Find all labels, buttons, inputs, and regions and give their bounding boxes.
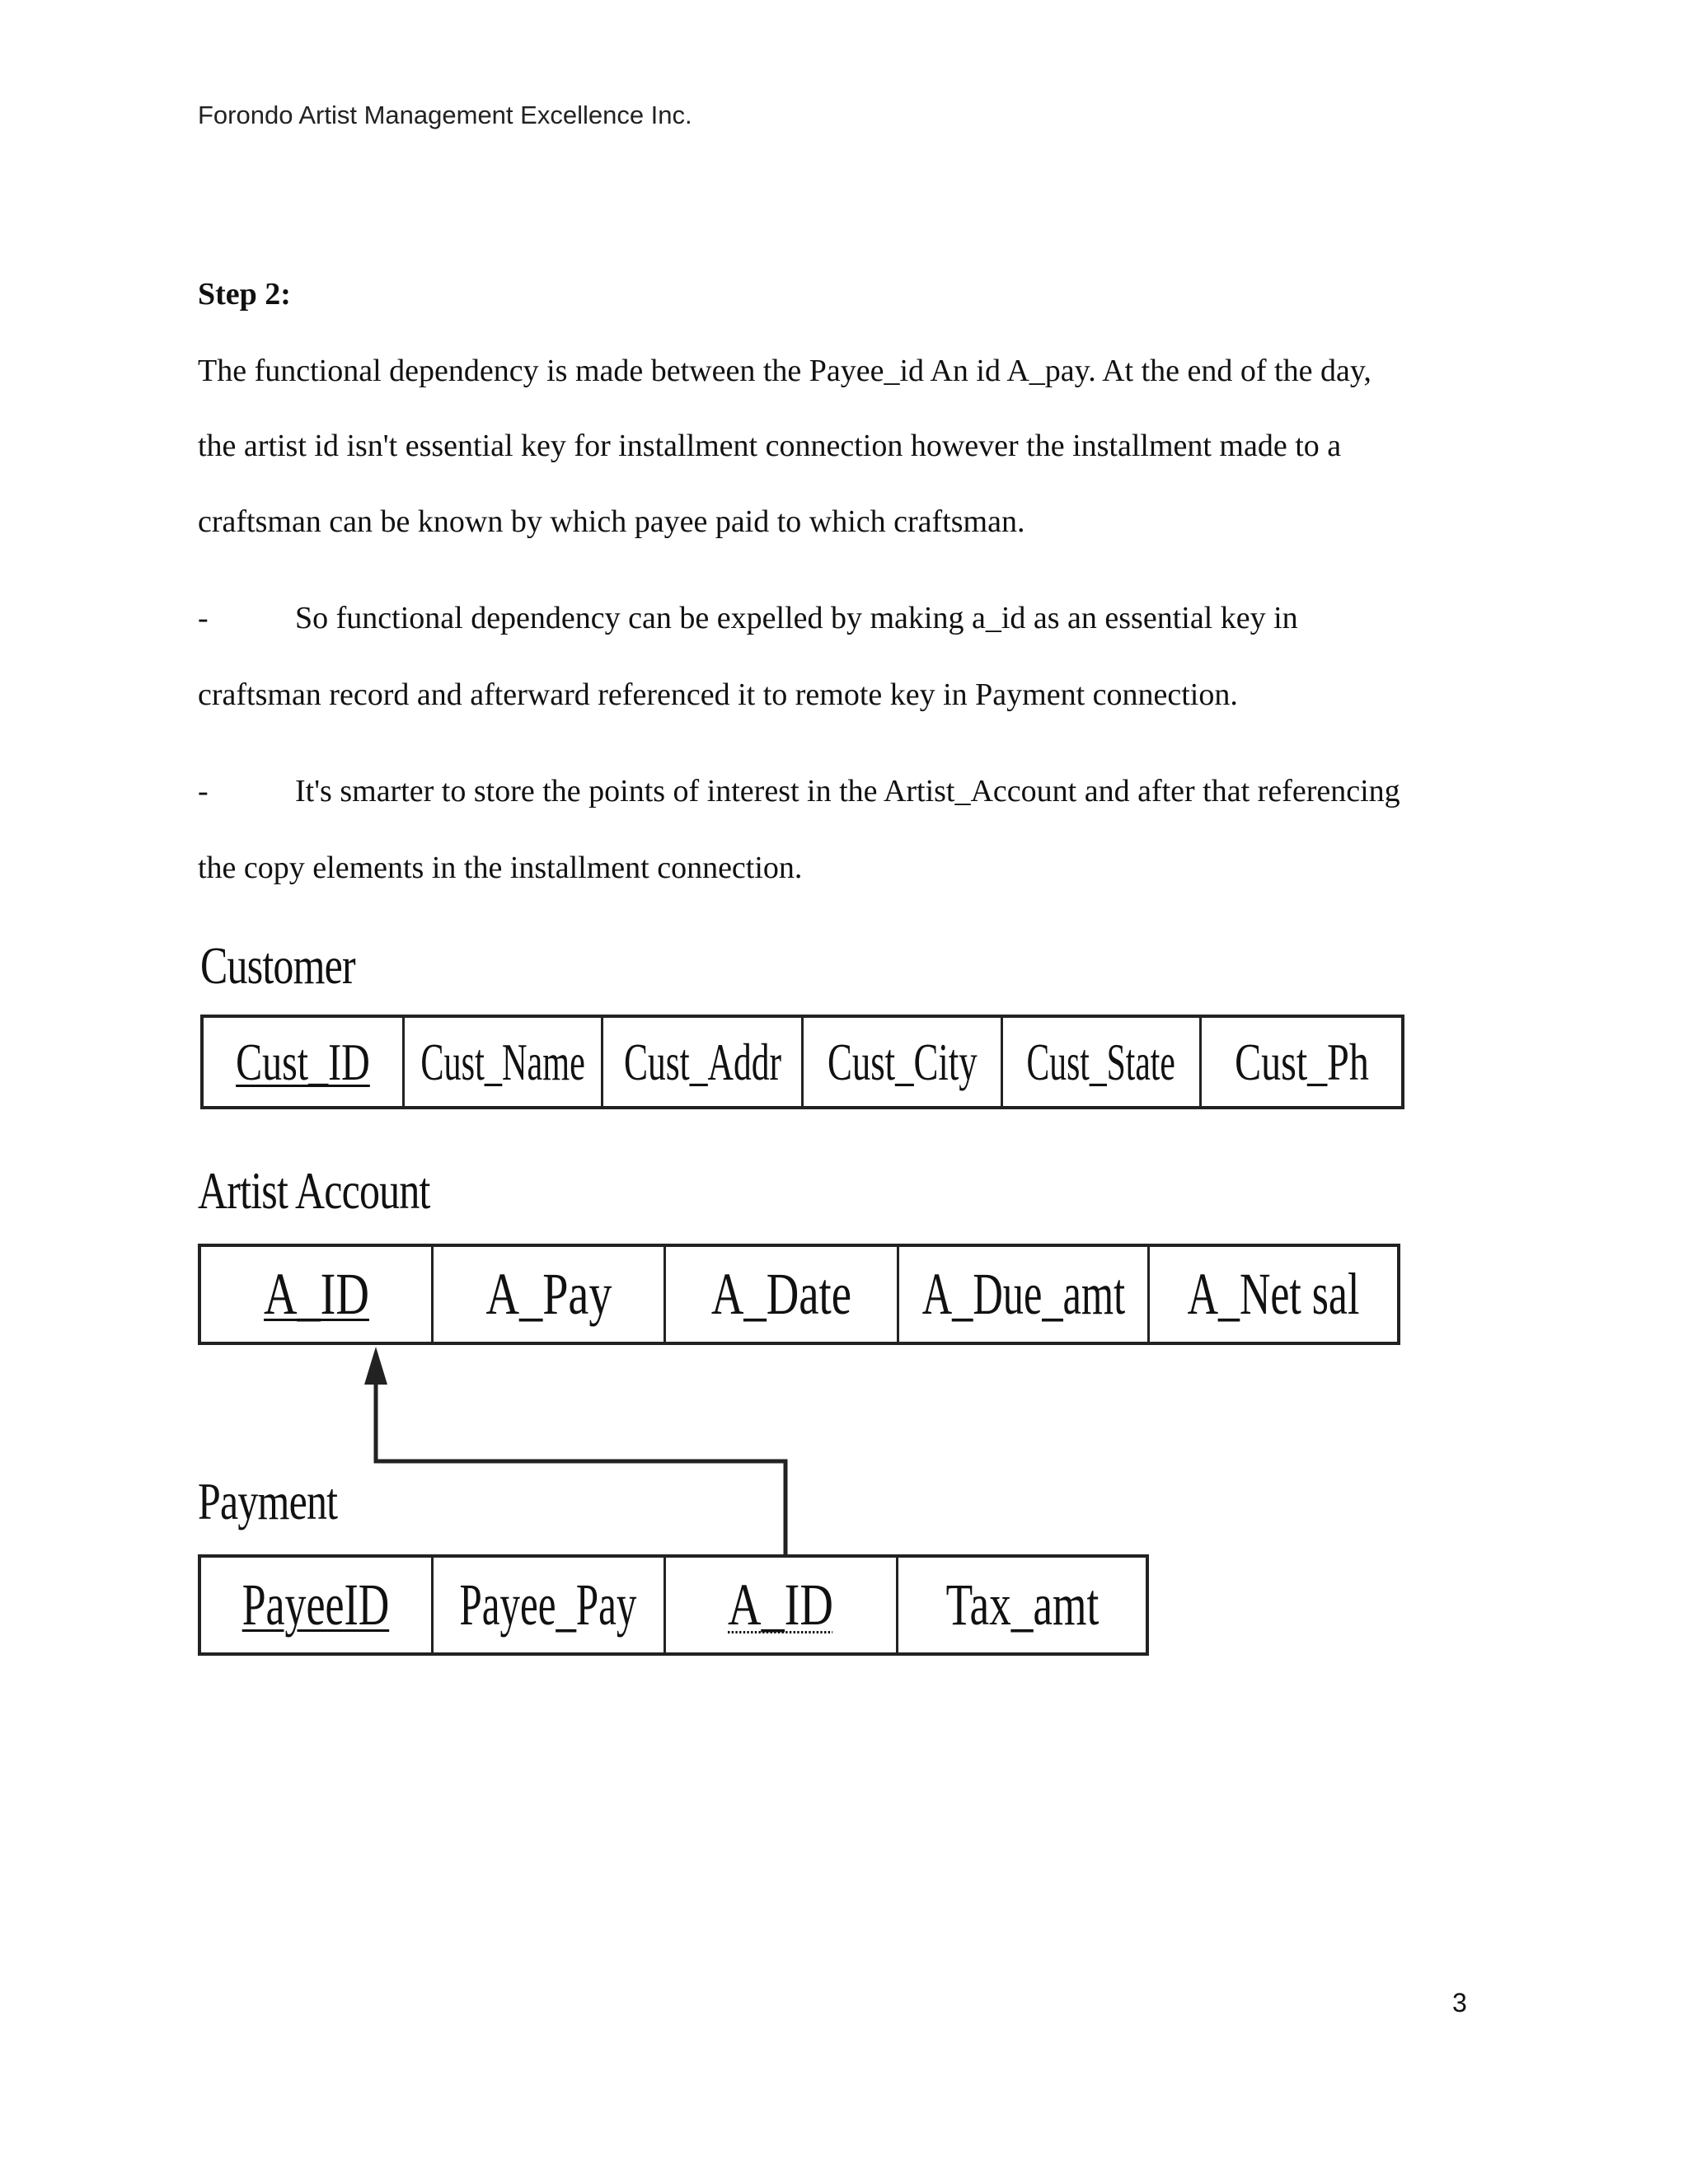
customer-table (200, 1015, 1404, 1109)
paragraph-line-1: The functional dependency is made between the Payee_id An id A_pay. At the end of the day, (198, 354, 1372, 388)
customer-table-label: Customer (200, 936, 355, 995)
column-label: A_Net sal (1187, 1261, 1360, 1327)
column-label: A_ID (263, 1261, 369, 1327)
column-label: Tax_amt (945, 1572, 1099, 1638)
bullet-1-line-1: So functional dependency can be expelled by making a_id as an essential key in (295, 601, 1298, 635)
customer-column-cust-id (204, 1018, 405, 1106)
bullet-2-line-2: the copy elements in the installment connection. (198, 851, 803, 885)
artist-account-column-a-due-amt (899, 1247, 1150, 1342)
customer-column-cust-state (1003, 1018, 1203, 1106)
column-label: Cust_City (827, 1032, 978, 1091)
column-label: Cust_Ph (1234, 1032, 1369, 1091)
column-label: A_Date (710, 1261, 852, 1327)
payment-table (198, 1554, 1149, 1656)
payment-column-payeeid (201, 1558, 434, 1652)
page-number: 3 (1452, 1988, 1467, 2018)
column-label: A_Due_amt (921, 1261, 1125, 1327)
foreign-key-connector (376, 1375, 785, 1558)
step-heading: Step 2: (198, 277, 291, 312)
column-label: Cust_Addr (623, 1032, 781, 1091)
artist-account-table (198, 1244, 1400, 1345)
paragraph-line-3: craftsman can be known by which payee paid to which craftsman. (198, 504, 1025, 539)
payment-table-label: Payment (198, 1472, 338, 1530)
column-label: Cust_ID (235, 1032, 370, 1091)
customer-column-cust-ph (1202, 1018, 1401, 1106)
payment-column-tax-amt (898, 1558, 1146, 1652)
payment-column-payee-pay (434, 1558, 666, 1652)
column-label: PayeeID (242, 1572, 390, 1638)
column-label: Cust_State (1026, 1032, 1176, 1091)
customer-column-cust-city (804, 1018, 1003, 1106)
bullet-dash-2: - (198, 774, 209, 808)
paragraph-line-2: the artist id isn't essential key for installment connection however the installment made to a (198, 429, 1342, 463)
column-label: Payee_Pay (459, 1572, 637, 1638)
artist-account-table-label: Artist Account (198, 1161, 430, 1220)
column-label: A_Pay (485, 1261, 612, 1327)
customer-column-cust-name (405, 1018, 604, 1106)
running-header: Forondo Artist Management Excellence Inc. (198, 101, 692, 129)
bullet-dash-1: - (198, 601, 209, 635)
column-label: Cust_Name (420, 1032, 585, 1091)
column-label: A_ID (728, 1572, 834, 1638)
artist-account-column-a-net-sal (1150, 1247, 1397, 1342)
artist-account-column-a-id (201, 1247, 434, 1342)
customer-column-cust-addr (603, 1018, 804, 1106)
artist-account-column-a-date (666, 1247, 899, 1342)
bullet-1-line-2: craftsman record and afterward referenced it to remote key in Payment connection. (198, 677, 1238, 712)
arrowhead-icon (364, 1347, 387, 1385)
artist-account-column-a-pay (434, 1247, 666, 1342)
payment-column-a-id (666, 1558, 899, 1652)
bullet-2-line-1: It's smarter to store the points of interest in the Artist_Account and after that referencing (295, 774, 1400, 808)
